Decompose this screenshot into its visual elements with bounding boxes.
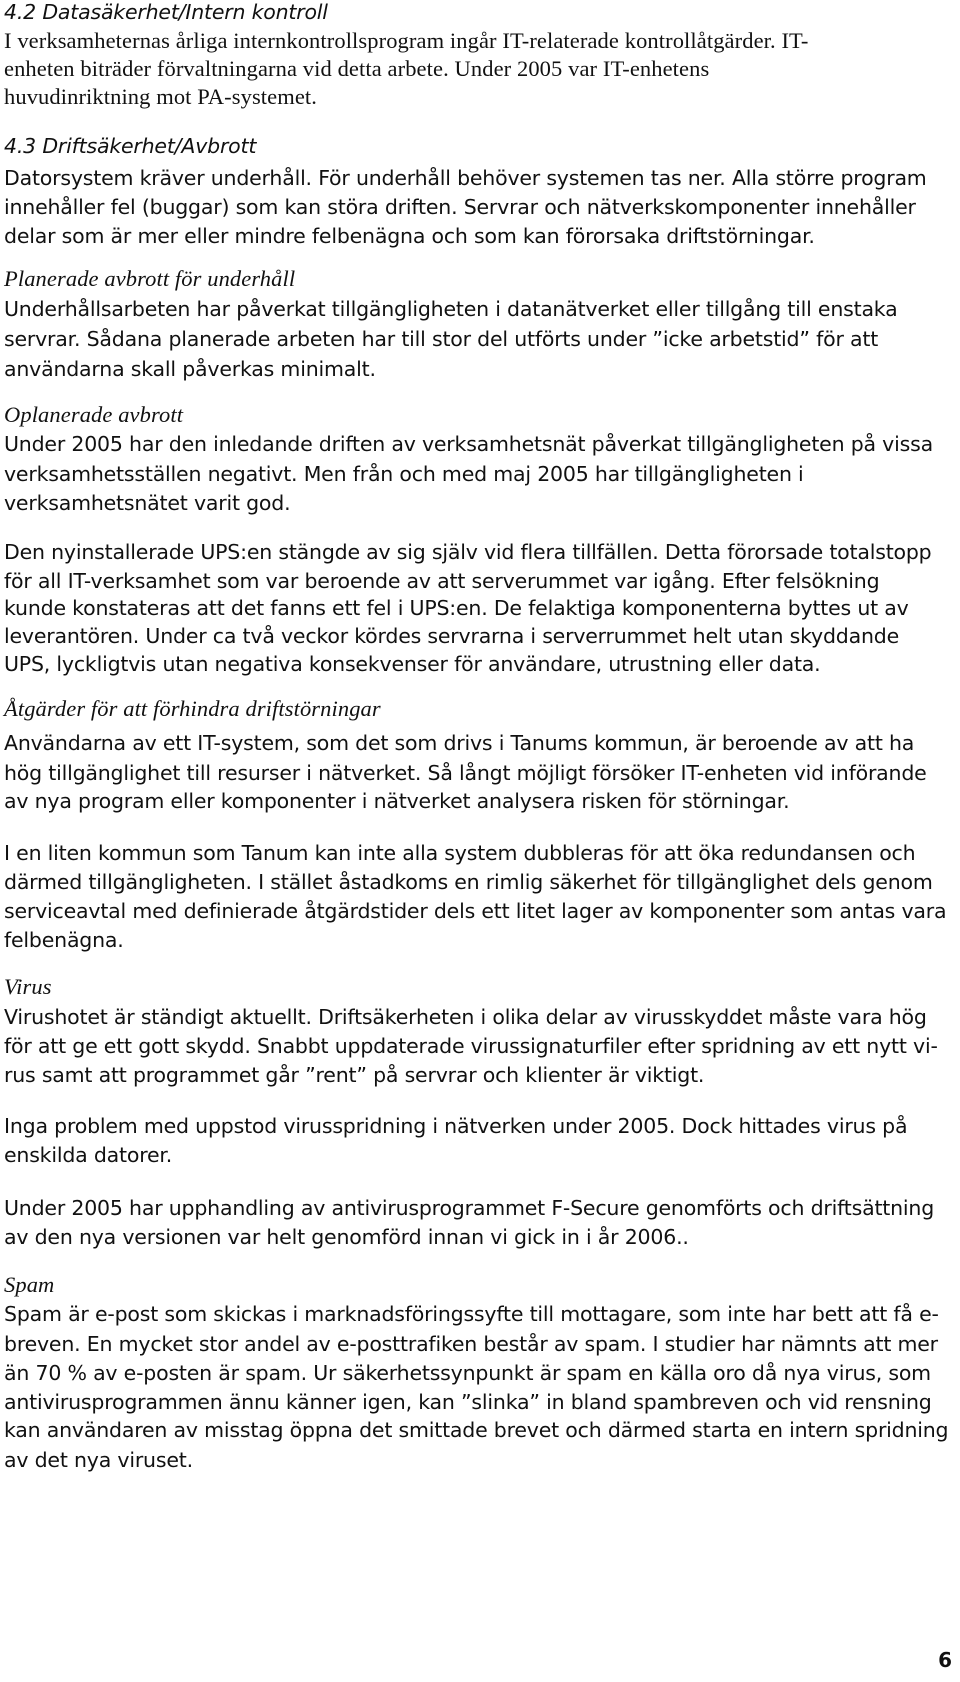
text-line: verksamhetsställen negativt. Men från och med maj 2005 har tillgängligheten i [4, 462, 804, 486]
text-line: rus samt att programmet går ”rent” på servrar och klienter är viktigt. [4, 1063, 705, 1087]
text-line: enheten biträder förvaltningarna vid detta arbete. Under 2005 var IT-enhetens [4, 56, 710, 81]
text-line: antivirusprogrammen ännu känner igen, kan ”slinka” in bland spambreven och vid rensning [4, 1390, 932, 1414]
text-line: kan användaren av misstag öppna det smittade brevet och därmed starta en intern spridning [4, 1418, 949, 1442]
subheading-oplanerade: Oplanerade avbrott [4, 402, 184, 427]
text-line: leverantören. Under ca två veckor kördes servrarna i serverrummet helt utan skyddande [4, 624, 899, 648]
text-line: kunde konstateras att det fanns ett fel i UPS:en. De felaktiga komponenterna byttes ut av [4, 596, 909, 620]
text-line: Virushotet är ständigt aktuellt. Driftsäkerheten i olika delar av virusskyddet måste vara hög [4, 1005, 927, 1029]
text-line: Underhållsarbeten har påverkat tillgängligheten i datanätverket eller tillgång till enstaka [4, 297, 898, 321]
text-line: Användarna av ett IT-system, som det som drivs i Tanums kommun, är beroende av att ha [4, 731, 915, 755]
text-line: Under 2005 har upphandling av antivirusprogrammet F-Secure genomförts och driftsättning [4, 1196, 935, 1220]
text-line: Datorsystem kräver underhåll. För underhåll behöver systemen tas ner. Alla större program [4, 166, 927, 190]
text-line: UPS, lyckligtvis utan negativa konsekvenser för användare, utrustning eller data. [4, 652, 821, 676]
text-line: för all IT-verksamhet som var beroende av att serverummet var igång. Efter felsökning [4, 569, 880, 593]
text-line: av nya program eller komponenter i nätverket analysera risken för störningar. [4, 789, 790, 813]
subheading-atgarder: Åtgärder för att förhindra driftstörningar [4, 696, 381, 721]
text-line: enskilda datorer. [4, 1143, 173, 1167]
text-line: verksamhetsnätet varit god. [4, 491, 291, 515]
text-line: Inga problem med uppstod virusspridning i nätverken under 2005. Dock hittades virus på [4, 1114, 908, 1138]
text-line: innehåller fel (buggar) som kan störa driften. Servrar och nätverkskomponenter innehåller [4, 195, 916, 219]
text-line: I verksamheternas årliga internkontrollsprogram ingår IT-relaterade kontrollåtgärder. IT- [4, 28, 809, 53]
subheading-virus: Virus [4, 974, 52, 999]
text-line: än 70 % av e-posten är spam. Ur säkerhetssynpunkt är spam en källa oro då nya virus, som [4, 1361, 931, 1385]
text-line: delar som är mer eller mindre felbenägna och som kan förorsaka driftstörningar. [4, 224, 815, 248]
text-line: Den nyinstallerade UPS:en stängde av sig själv vid flera tillfällen. Detta förorsade totalstopp [4, 540, 932, 564]
text-line: av det nya viruset. [4, 1448, 193, 1472]
subheading-spam: Spam [4, 1272, 55, 1297]
text-line: därmed tillgängligheten. I stället åstadkoms en rimlig säkerhet för tillgänglighet dels genom [4, 870, 933, 894]
text-line: servrar. Sådana planerade arbeten har till stor del utförts under ”icke arbetstid” för att [4, 327, 879, 351]
page-number: 6 [938, 1648, 952, 1672]
text-line: för att ge ett gott skydd. Snabbt uppdaterade virussignaturfiler efter spridning av ett nytt vi- [4, 1034, 938, 1058]
text-line: huvudinriktning mot PA-systemet. [4, 84, 318, 109]
text-line: Under 2005 har den inledande driften av verksamhetsnät påverkat tillgängligheten på vissa [4, 432, 933, 456]
text-line: felbenägna. [4, 928, 124, 952]
text-line: användarna skall påverkas minimalt. [4, 357, 376, 381]
text-line: I en liten kommun som Tanum kan inte alla system dubbleras för att öka redundansen och [4, 841, 916, 865]
text-line: av den nya versionen var helt genomförd innan vi gick in i år 2006.. [4, 1225, 689, 1249]
subheading-planerade: Planerade avbrott för underhåll [4, 266, 296, 291]
section-heading-4-3: 4.3 Driftsäkerhet/Avbrott [4, 134, 257, 158]
text-line: breven. En mycket stor andel av e-posttrafiken består av spam. I studier har nämnts att mer [4, 1332, 938, 1356]
text-line: hög tillgänglighet till resurser i nätverket. Så långt möjligt försöker IT-enheten vid införande [4, 761, 927, 785]
text-line: serviceavtal med definierade åtgärdstider dels ett litet lager av komponenter som antas vara [4, 899, 947, 923]
text-line: Spam är e-post som skickas i marknadsföringssyfte till mottagare, som inte har bett att få e- [4, 1302, 939, 1326]
section-heading-4-2: 4.2 Datasäkerhet/Intern kontroll [4, 0, 328, 24]
